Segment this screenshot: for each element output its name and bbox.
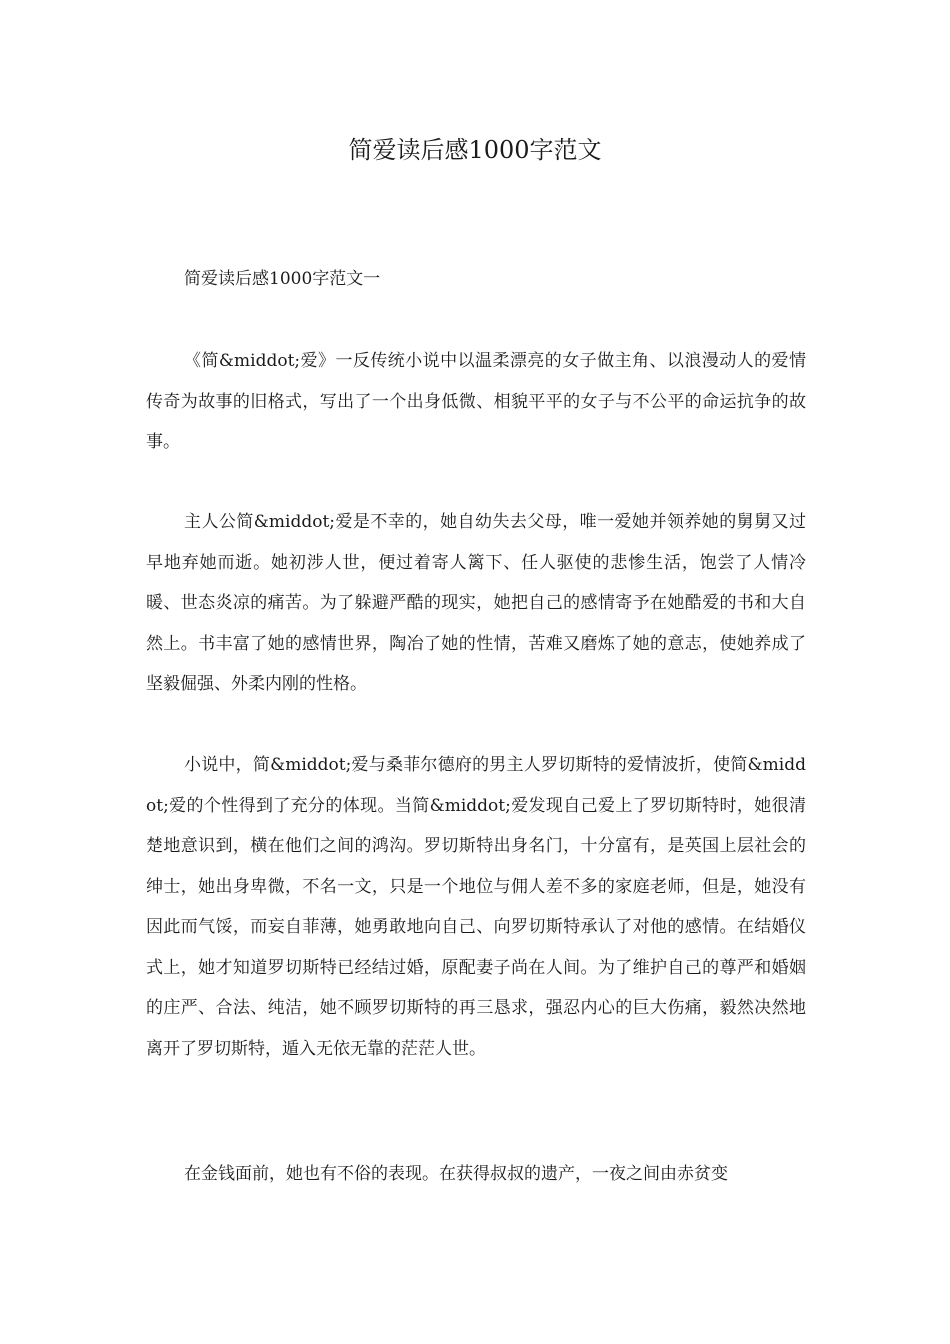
paragraph-4: 在金钱面前，她也有不俗的表现。在获得叔叔的遗产，一夜之间由赤贫变 (184, 1164, 728, 1184)
section-heading: 简爱读后感1000字范文一 (184, 269, 381, 289)
document-title: 简爱读后感1000字范文 (348, 136, 602, 164)
paragraph-2: 主人公简&middot;爱是不幸的，她自幼失去父母，唯一爱她并领养她的舅舅又过早地弃她而逝。她初涉人世，便过着寄人篱下、任人驱使的悲惨生活，饱尝了人情冷暖、世态炎凉的痛苦。为了躲避严酷的现实，她把自己的感情寄予在她酷爱的书和大自然上。书丰富了她的感情世界，陶冶了她的性情，苦难又磨炼了她的意志，使她养成了坚毅倔强、外柔内刚的性格。 (146, 512, 806, 694)
paragraph-3: 小说中，简&middot;爱与桑菲尔德府的男主人罗切斯特的爱情波折，使简&middot;爱的个性得到了充分的体现。当简&middot;爱发现自己爱上了罗切斯特时，她很清楚地意识到，横在他们之间的鸿沟。罗切斯特出身名门，十分富有，是英国上层社会的绅士，她出身卑微，不名一文，只是一个地位与佣人差不多的家庭老师，但是，她没有因此而气馁，而妄自菲薄，她勇敢地向自己、向罗切斯特承认了对他的感情。在结婚仪式上，她才知道罗切斯特已经结过婚，原配妻子尚在人间。为了维护自己的尊严和婚姻的庄严、合法、纯洁，她不顾罗切斯特的再三恳求，强忍内心的巨大伤痛，毅然决然地离开了罗切斯特，遁入无依无靠的茫茫人世。 (146, 755, 806, 1059)
paragraph-1: 《简&middot;爱》一反传统小说中以温柔漂亮的女子做主角、以浪漫动人的爱情传奇为故事的旧格式，写出了一个出身低微、相貌平平的女子与不公平的命运抗争的故事。 (146, 351, 806, 452)
